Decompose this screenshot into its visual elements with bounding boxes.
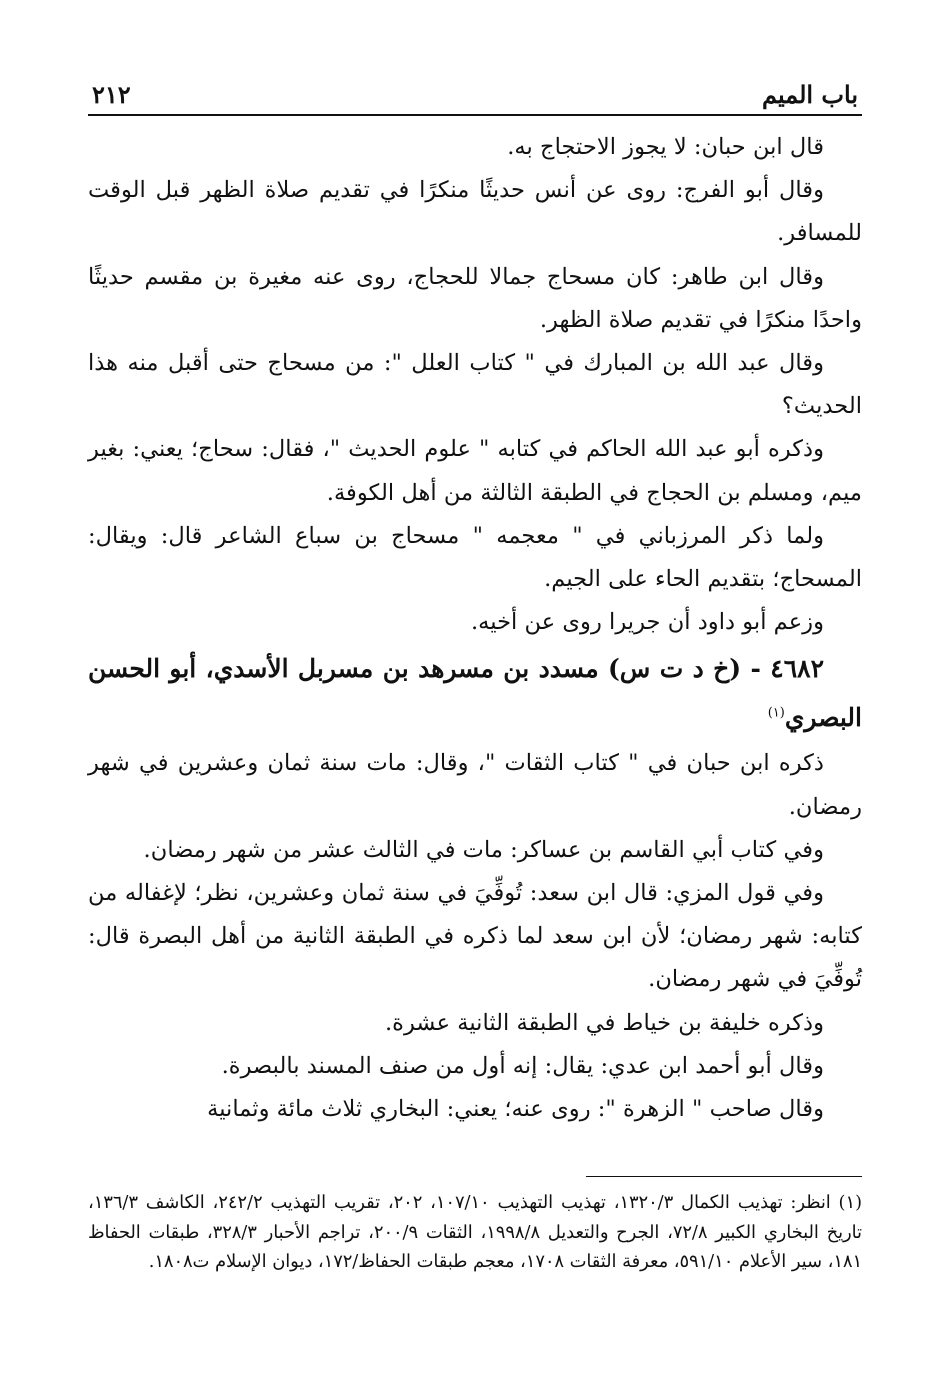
paragraph: ذكره ابن حبان في " كتاب الثقات "، وقال: مات سنة ثمان وعشرين في شهر رمضان. (88, 750, 862, 820)
footnote: (١) انظر: تهذيب الكمال ١٣٢٠/٣، تهذيب التهذيب ١٠٧/١٠، ٢٠٢، تقريب التهذيب ٢٤٢/٢، الكاشف ١٣٦/٣، تاريخ البخاري الكبير ٧٢/٨، الجرح والتعديل ١٩٩٨/٨، الثقات ٢٠٠/٩، تراجم الأحبار ٣٢٨/٣، طبقات الحفاظ ١٨١، سير الأعلام ٥٩١/١٠، معرفة الثقات ١٧٠٨، معجم طبقات الحفاظ/١٧٢، ديوان الإسلام ت١٨٠٨. (88, 1192, 863, 1272)
entry-title: ٤٦٨٢ - (خ د ت س) مسدد بن مسرهد بن مسربل الأسدي، أبو الحسن البصري (88, 654, 862, 733)
chapter-title: باب الميم (761, 80, 858, 109)
paragraph: ولما ذكر المرزباني في " معجمه " مسحاج بن سباع الشاعر قال: ويقال: المسحاج؛ بتقديم الحاء على الجيم. (88, 522, 862, 593)
entry-heading (88, 644, 862, 742)
paragraph: وفي قول المزي: قال ابن سعد: تُوفِّيَ في سنة ثمان وعشرين، نظر؛ لإغفاله من كتابه: شهر رمضان؛ لأن ابن سعد لما ذكره في الطبقة الثانية من أهل البصرة قال: تُوفِّيَ في شهر رمضان. (88, 880, 862, 993)
paragraph: وذكره أبو عبد الله الحاكم في كتابه " علوم الحديث "، فقال: سحاج؛ يعني: بغير ميم، ومسلم بن الحجاج في الطبقة الثالثة من أهل الكوفة. (88, 436, 862, 506)
footnote-marker: (١) (767, 706, 785, 722)
page-number: ٢١٢ (92, 80, 131, 109)
footnotes (88, 1188, 862, 1277)
paragraph: وقال ابن طاهر: كان مسحاج جمالا للحجاج، روى عنه مغيرة بن مقسم حديثًا واحدًا منكرًا في تقديم صلاة الظهر. (88, 263, 862, 333)
paragraph: وزعم أبو داود أن جريرا روى عن أخيه. (470, 609, 824, 636)
paragraph: وقال أبو أحمد ابن عدي: يقال: إنه أول من صنف المسند بالبصرة. (221, 1052, 824, 1079)
paragraph: وقال صاحب " الزهرة ": روى عنه؛ يعني: البخاري ثلاث مائة وثمانية (207, 1096, 824, 1123)
paragraph: وفي كتاب أبي القاسم بن عساكر: مات في الثالث عشر من شهر رمضان. (143, 836, 824, 863)
main-text (88, 126, 862, 1131)
paragraph: قال ابن حبان: لا يجوز الاحتجاج به. (507, 134, 824, 160)
paragraph: وقال عبد الله بن المبارك في " كتاب العلل ": من مسحاج حتى أقبل منه هذا الحديث؟ (88, 350, 862, 420)
paragraph: وذكره خليفة بن خياط في الطبقة الثانية عشرة. (384, 1009, 824, 1036)
header-rule (88, 114, 862, 116)
page-header (88, 66, 862, 110)
paragraph: وقال أبو الفرج: روى عن أنس حديثًا منكرًا في تقديم صلاة الظهر قبل الوقت للمسافر. (88, 177, 862, 247)
footnote-separator (586, 1176, 862, 1177)
book-page (88, 66, 862, 1336)
